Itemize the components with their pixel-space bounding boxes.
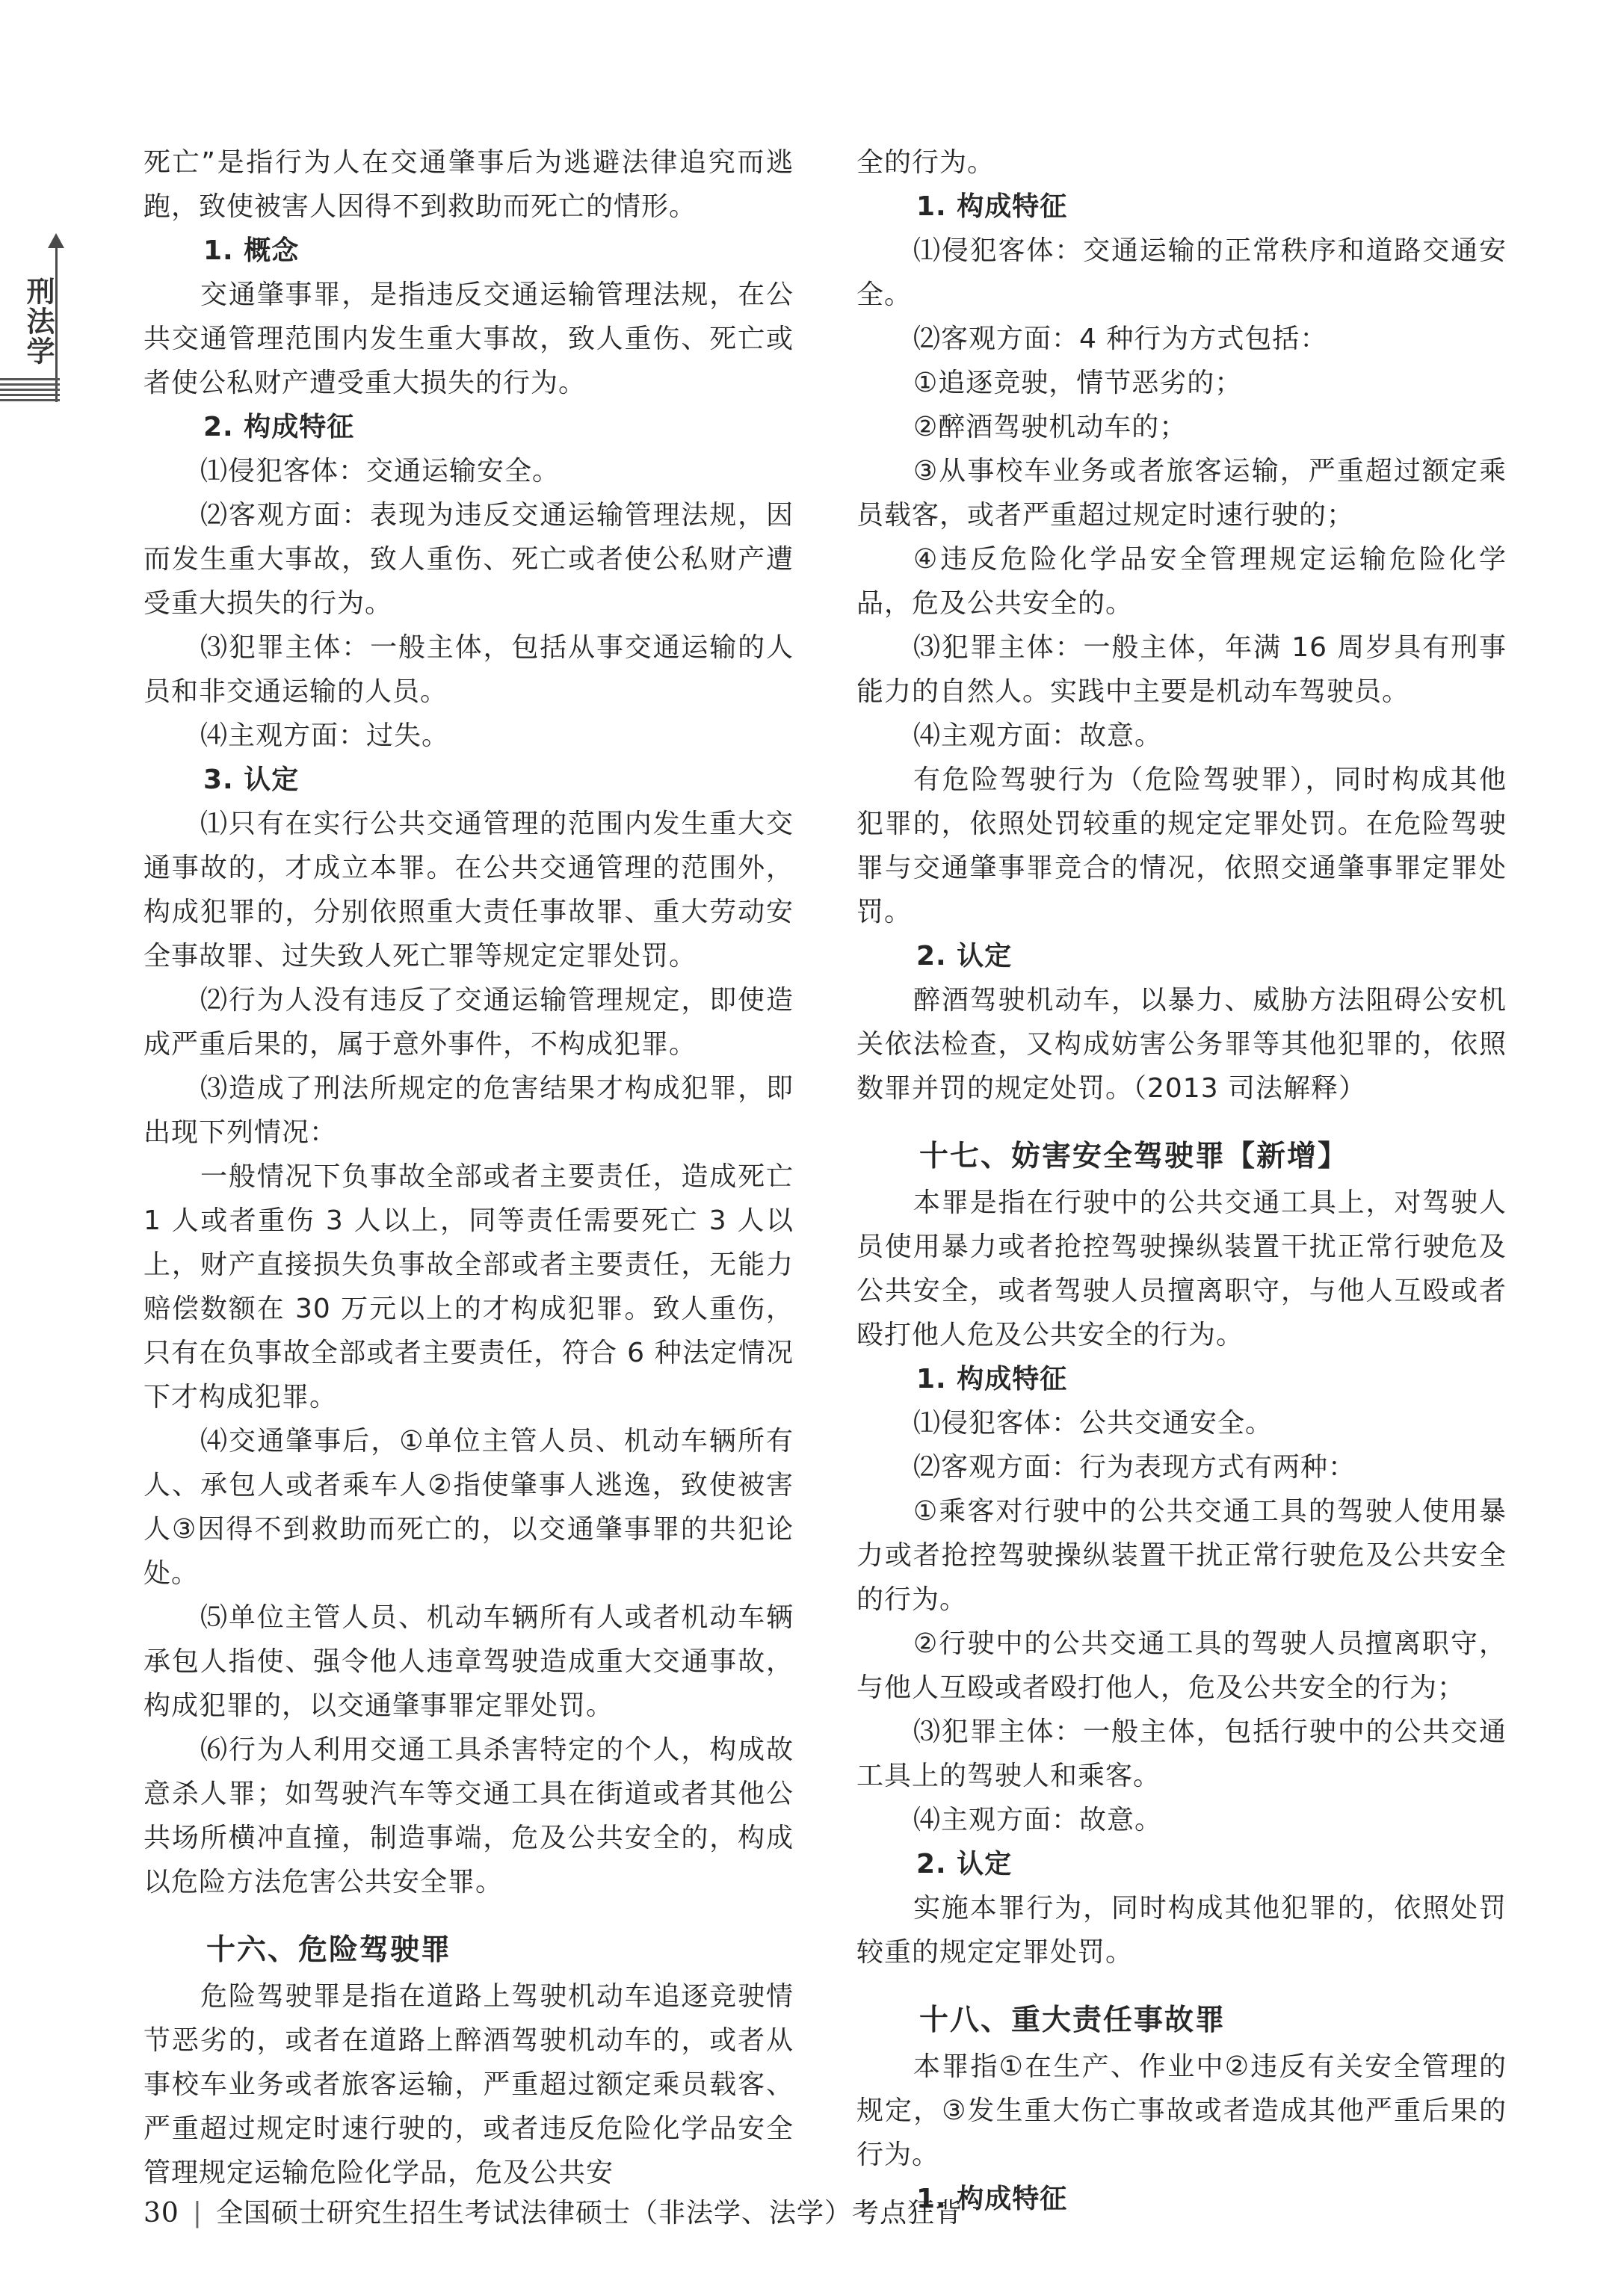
subheading-concept: 1. 概念 bbox=[203, 235, 300, 266]
subheading-recognize: 2. 认定 bbox=[916, 1849, 1013, 1879]
recognize-item-6: ⑹行为人利用交通工具杀害特定的个人，构成故意杀人罪；如驾驶汽车等交通工具在街道或者其他公共场所横冲直撞，制造事端，危及公共安全的，构成以危险方法危害公共安全罪。 bbox=[143, 1735, 794, 1897]
recognize-item-2: ⑵行为人没有违反了交通运输管理规定，即使造成严重后果的，属于意外事件，不构成犯罪。 bbox=[143, 985, 794, 1060]
side-tab-stripes bbox=[0, 378, 60, 404]
subheading-features: 2. 构成特征 bbox=[203, 412, 355, 442]
behavior-2: ②醉酒驾驶机动车的； bbox=[913, 412, 1188, 442]
behavior-3: ③从事校车业务或者旅客运输，严重超过额定乘员载客，或者严重超过规定时速行驶的； bbox=[856, 456, 1507, 531]
section-heading-17: 十七、妨害安全驾驶罪【新增】 bbox=[919, 1140, 1349, 1173]
recognize-item-3-detail: 一般情况下负事故全部或者主要责任，造成死亡 1 人或者重伤 3 人以上，同等责任需要死亡 3 人以上，财产直接损失负事故全部或者主要责任，无能力赔偿数额在 30 万元以上的才构成犯罪。致人重伤，只有在负事故全部或者主要责任，符合 6 种法定情况下才构成犯罪。 bbox=[143, 1161, 794, 1412]
feature-subject: ⑶犯罪主体：一般主体，年满 16 周岁具有刑事能力的自然人。实践中主要是机动车驾驶员。 bbox=[856, 632, 1507, 707]
recognize-item-4: ⑷交通肇事后，①单位主管人员、机动车辆所有人、承包人或者乘车人②指使肇事人逃逸，致使被害人③因得不到救助而死亡的，以交通肇事罪的共犯论处。 bbox=[143, 1426, 794, 1589]
footer-separator: | bbox=[192, 2198, 203, 2228]
feature-objective: ⑵客观方面：4 种行为方式包括： bbox=[913, 324, 1328, 354]
feature-object: ⑴侵犯客体：公共交通安全。 bbox=[913, 1408, 1273, 1439]
right-column bbox=[856, 140, 1507, 2221]
behavior-4: ④违反危险化学品安全管理规定运输危险化学品，危及公共安全的。 bbox=[856, 544, 1507, 619]
feature-objective: ⑵客观方面：表现为违反交通运输管理法规，因而发生重大事故，致人重伤、死亡或者使公私财产遭受重大损失的行为。 bbox=[143, 500, 794, 619]
page-footer bbox=[143, 2196, 963, 2231]
recognize-item-1: 实施本罪行为，同时构成其他犯罪的，依照处罚较重的规定定罪处罚。 bbox=[856, 1893, 1507, 1968]
feature-subjective: ⑷主观方面：故意。 bbox=[913, 720, 1163, 751]
subheading-recognize: 2. 认定 bbox=[916, 941, 1013, 972]
feature-object: ⑴侵犯客体：交通运输安全。 bbox=[200, 456, 561, 487]
feature-subjective: ⑷主观方面：故意。 bbox=[913, 1805, 1163, 1835]
paragraph: 交通肇事罪，是指违反交通运输管理法规，在公共交通管理范围内发生重大事故，致人重伤、死亡或者使公私财产遭受重大损失的行为。 bbox=[143, 279, 794, 398]
section-17-definition: 本罪是指在行驶中的公共交通工具上，对驾驶人员使用暴力或者抢控驾驶操纵装置干扰正常行驶危及公共安全，或者驾驶人员擅离职守，与他人互殴或者殴打他人危及公共安全的行为。 bbox=[856, 1187, 1507, 1350]
feature-objective: ⑵客观方面：行为表现方式有两种： bbox=[913, 1452, 1356, 1483]
feature-subject: ⑶犯罪主体：一般主体，包括从事交通运输的人员和非交通运输的人员。 bbox=[143, 632, 794, 707]
paragraph: 全的行为。 bbox=[856, 147, 995, 178]
chapter-side-tab bbox=[0, 232, 60, 404]
feature-subject: ⑶犯罪主体：一般主体，包括行驶中的公共交通工具上的驾驶人和乘客。 bbox=[856, 1717, 1507, 1791]
section-heading-18: 十八、重大责任事故罪 bbox=[919, 2004, 1226, 2037]
paragraph: 死亡”是指行为人在交通肇事后为逃避法律追究而逃跑，致使被害人因得不到救助而死亡的情形。 bbox=[143, 147, 794, 222]
subheading-features: 1. 构成特征 bbox=[916, 191, 1068, 222]
behavior-1: ①乘客对行驶中的公共交通工具的驾驶人使用暴力或者抢控驾驶操纵装置干扰正常行驶危及公共安全的行为。 bbox=[856, 1496, 1507, 1615]
recognize-item-1: ⑴只有在实行公共交通管理的范围内发生重大交通事故的，才成立本罪。在公共交通管理的范围外，构成犯罪的，分别依照重大责任事故罪、重大劳动安全事故罪、过失致人死亡罪等规定定罪处罚。 bbox=[143, 809, 794, 972]
behavior-2: ②行驶中的公共交通工具的驾驶人员擅离职守，与他人互殴或者殴打他人，危及公共安全的行为； bbox=[856, 1628, 1507, 1703]
recognize-item-1: 醉酒驾驶机动车，以暴力、威胁方法阻碍公安机关依法检查，又构成妨害公务罪等其他犯罪的，依照数罪并罚的规定处罚。（2013 司法解释） bbox=[856, 985, 1507, 1104]
page-number: 30 bbox=[143, 2198, 179, 2228]
section-heading-16: 十六、危险驾驶罪 bbox=[206, 1933, 452, 1967]
chapter-label: 刑法学 bbox=[22, 277, 55, 366]
subheading-features: 1. 构成特征 bbox=[916, 1364, 1068, 1394]
subheading-recognize: 3. 认定 bbox=[203, 765, 300, 795]
recognize-item-3: ⑶造成了刑法所规定的危害结果才构成犯罪，即出现下列情况： bbox=[143, 1073, 794, 1148]
left-column bbox=[143, 140, 794, 2195]
book-title: 全国硕士研究生招生考试法律硕士（非法学、法学）考点狂背 bbox=[215, 2198, 963, 2228]
feature-subjective: ⑷主观方面：过失。 bbox=[200, 720, 450, 751]
subheading-features: 1. 构成特征 bbox=[916, 2184, 1068, 2214]
section-18-definition: 本罪指①在生产、作业中②违反有关安全管理的规定，③发生重大伤亡事故或者造成其他严重后果的行为。 bbox=[856, 2051, 1507, 2170]
behavior-1: ①追逐竞驶，情节恶劣的； bbox=[913, 368, 1243, 398]
concurrence-note: 有危险驾驶行为（危险驾驶罪），同时构成其他犯罪的，依照处罚较重的规定定罪处罚。在危险驾驶罪与交通肇事罪竞合的情况，依照交通肇事罪定罪处罚。 bbox=[856, 765, 1507, 927]
recognize-item-5: ⑸单位主管人员、机动车辆所有人或者机动车辆承包人指使、强令他人违章驾驶造成重大交通事故，构成犯罪的，以交通肇事罪定罪处罚。 bbox=[143, 1602, 794, 1721]
section-16-definition: 危险驾驶罪是指在道路上驾驶机动车追逐竞驶情节恶劣的，或者在道路上醉酒驾驶机动车的，或者从事校车业务或者旅客运输，严重超过额定乘员载客、严重超过规定时速行驶的，或者违反危险化学品安全管理规定运输危险化学品，危及公共安 bbox=[143, 1981, 794, 2188]
feature-object: ⑴侵犯客体：交通运输的正常秩序和道路交通安全。 bbox=[856, 235, 1507, 310]
